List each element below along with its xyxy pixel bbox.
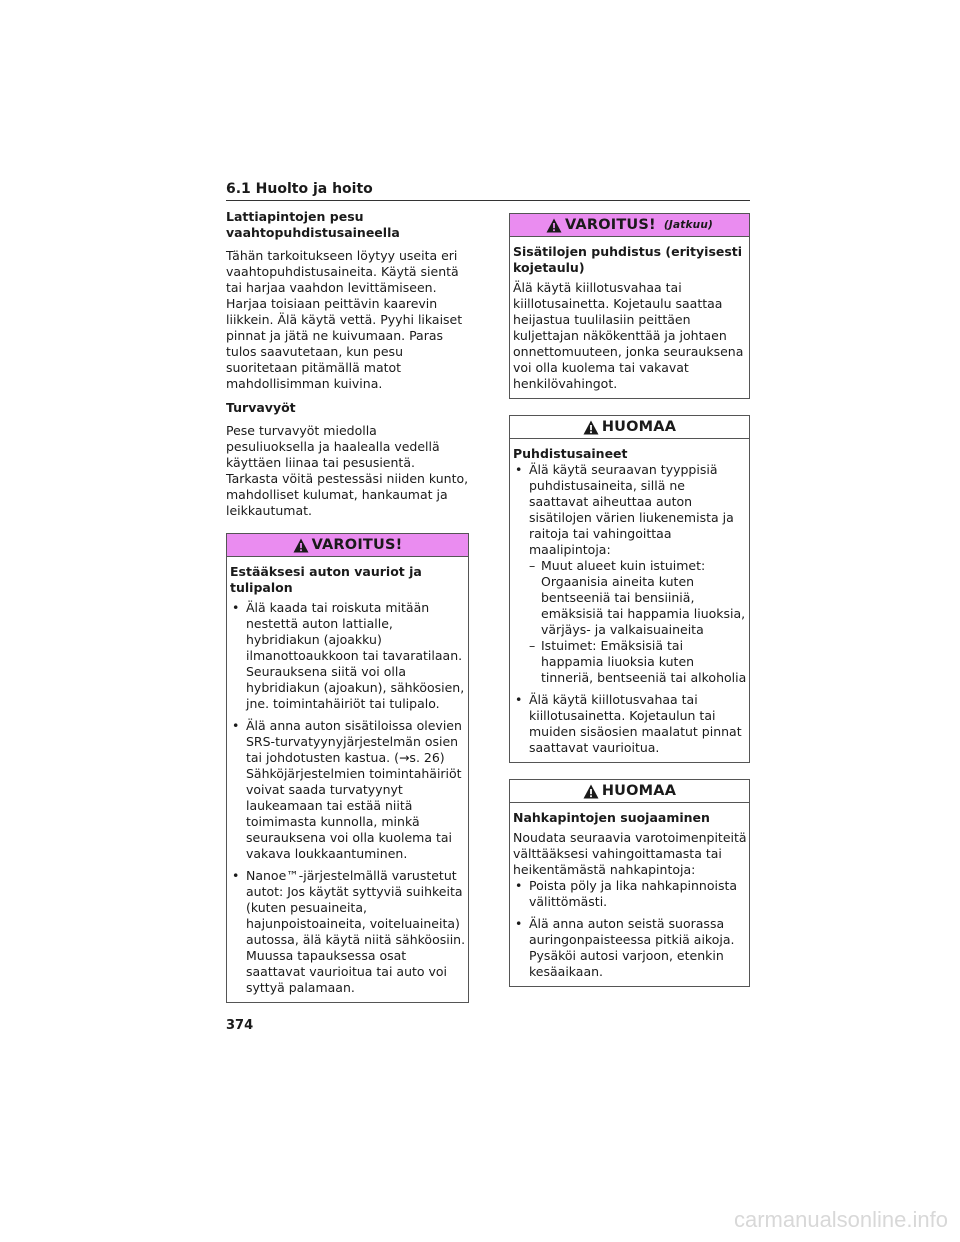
warning-triangle-icon [546, 218, 562, 233]
cleaners-heading: Puhdistusaineet [513, 446, 628, 461]
notice-box-leather [509, 779, 750, 987]
list-item: • Poista pöly ja lika nahkapinnoista välittömästi. [513, 878, 747, 910]
seat-belts-heading: Turvavyöt [226, 400, 296, 415]
leather-heading: Nahkapintojen suojaaminen [513, 810, 710, 825]
right-column [509, 209, 750, 1003]
continued-label: (Jatkuu) [663, 219, 714, 231]
list-item: • Älä kaada tai roiskuta mitään nestettä auton lattialle, hybridiakun (ajoakku) ilmanottoaukkoon tai tavaratilaan. Seurauksena siitä voi olla hybridiakun (ajoakun), sähköosien, jne. toimintahäiriöt tai tulipalo. [230, 600, 466, 712]
warning-header [227, 534, 468, 557]
left-column [226, 209, 469, 1019]
notice-title: HUOMAA [601, 419, 677, 435]
notice-body [510, 803, 749, 986]
section-title: 6.1 Huolto ja hoito [226, 181, 373, 197]
list-item: • Nanoe™-järjestelmällä varustetut autot: Jos käytät syttyviä suihkeita (kuten pesuaineita, hajunpoistoaineita, voiteluaineita) autossa, älä käytä niitä sähköosiin. Muussa tapauksessa osat saattavat vaurioitua tai auto voi syttyä palamaan. [230, 868, 466, 996]
interior-cleaning-text: Älä käytä kiillotusvahaa tai kiillotusainetta. Kojetaulu saattaa heijastua tuulilasiin peittäen kuljettajan näkökenttää ja johtaen onnettomuuteen, jonka seurauksena voi olla kuolema tai vakavat henkilövahingot. [513, 280, 744, 391]
warning-body [227, 557, 468, 1002]
header-divider [226, 200, 750, 201]
notice-header [510, 416, 749, 439]
warning-title: VAROITUS! [311, 537, 403, 553]
page-number: 374 [226, 1018, 254, 1033]
warning-box [226, 533, 469, 1003]
floor-cleaning-heading: Lattiapintojen pesu vaahtopuhdistusaineella [226, 209, 400, 240]
list-item: • Älä anna auton seistä suorassa auringonpaisteessa pitkiä aikoja. Pysäköi autosi varjoon, etenkin kesäaikaan. [513, 916, 747, 980]
notice-box-cleaners [509, 415, 750, 763]
warning-triangle-icon [583, 420, 599, 435]
warning-continued-title: VAROITUS! [564, 217, 656, 233]
warning-subheading: Estääksesi auton vauriot ja tulipalon [230, 564, 422, 595]
warning-continued-box [509, 213, 750, 399]
warning-list [230, 600, 466, 996]
notice-title: HUOMAA [601, 783, 677, 799]
sub-list-item: – Istuimet: Emäksisiä tai happamia liuoksia kuten tinneriä, bentseeniä tai alkoholia [529, 638, 747, 686]
watermark: carmanualsonline.info [733, 1207, 948, 1232]
list-item-text: Älä käytä seuraavan tyyppisiä puhdistusaineita, sillä ne saattavat aiheuttaa auton sisätilojen värien liukenemista ja raitoja tai vahingoittaa maalipintoja: [529, 462, 734, 557]
cleaners-list [513, 462, 747, 756]
leather-list [513, 878, 747, 980]
list-item [513, 462, 747, 686]
list-item: • Älä käytä kiillotusvahaa tai kiillotusainetta. Kojetaulun tai muiden sisäosien maalatut pinnat saattavat vaurioitua. [513, 692, 747, 756]
warning-continued-header [510, 214, 749, 237]
leather-text: Noudata seuraavia varotoimenpiteitä välttääksesi vahingoittamasta tai heikentämästä nahkapintoja: [513, 830, 747, 877]
sub-list-item: – Muut alueet kuin istuimet: Orgaanisia aineita kuten bentseeniä tai bensiiniä, emäksisiä tai happamia liuoksia, värjäys- ja valkaisuaineita [529, 558, 747, 638]
floor-cleaning-text: Tähän tarkoitukseen löytyy useita eri vaahtopuhdistusaineita. Käytä sientä tai harjaa vaahdon levittämiseen. Harjaa toisiaan peittävin kaarevin liikkein. Älä käytä vettä. Pyyhi likaiset pinnat ja jätä ne kuivumaan. Paras tulos saavutetaan, kun pesu suoritetaan pitämällä matot mahdollisimman kuivina. [226, 248, 463, 391]
warning-continued-body [510, 237, 749, 398]
list-item: • Älä anna auton sisätiloissa olevien SRS-turvatyynyjärjestelmän osien tai johdotusten kastua. (→s. 26) Sähköjärjestelmien toimintahäiriöt voivat saada turvatyynyt laukeamaan tai estää niitä toimimasta kunnolla, minkä seurauksena voi olla kuolema tai vakava loukkaantuminen. [230, 718, 466, 862]
seat-belts-text: Pese turvavyöt miedolla pesuliuoksella ja haalealla vedellä käyttäen liinaa tai pesusientä. Tarkasta vöitä pestessäsi niiden kunto, mahdolliset kulumat, hankaumat ja leikkautumat. [226, 423, 469, 518]
warning-triangle-icon [583, 784, 599, 799]
interior-cleaning-heading: Sisätilojen puhdistus (erityisesti kojetaulu) [513, 244, 743, 275]
notice-body [510, 439, 749, 762]
sub-list [529, 558, 747, 686]
notice-header [510, 780, 749, 803]
warning-triangle-icon [293, 538, 309, 553]
